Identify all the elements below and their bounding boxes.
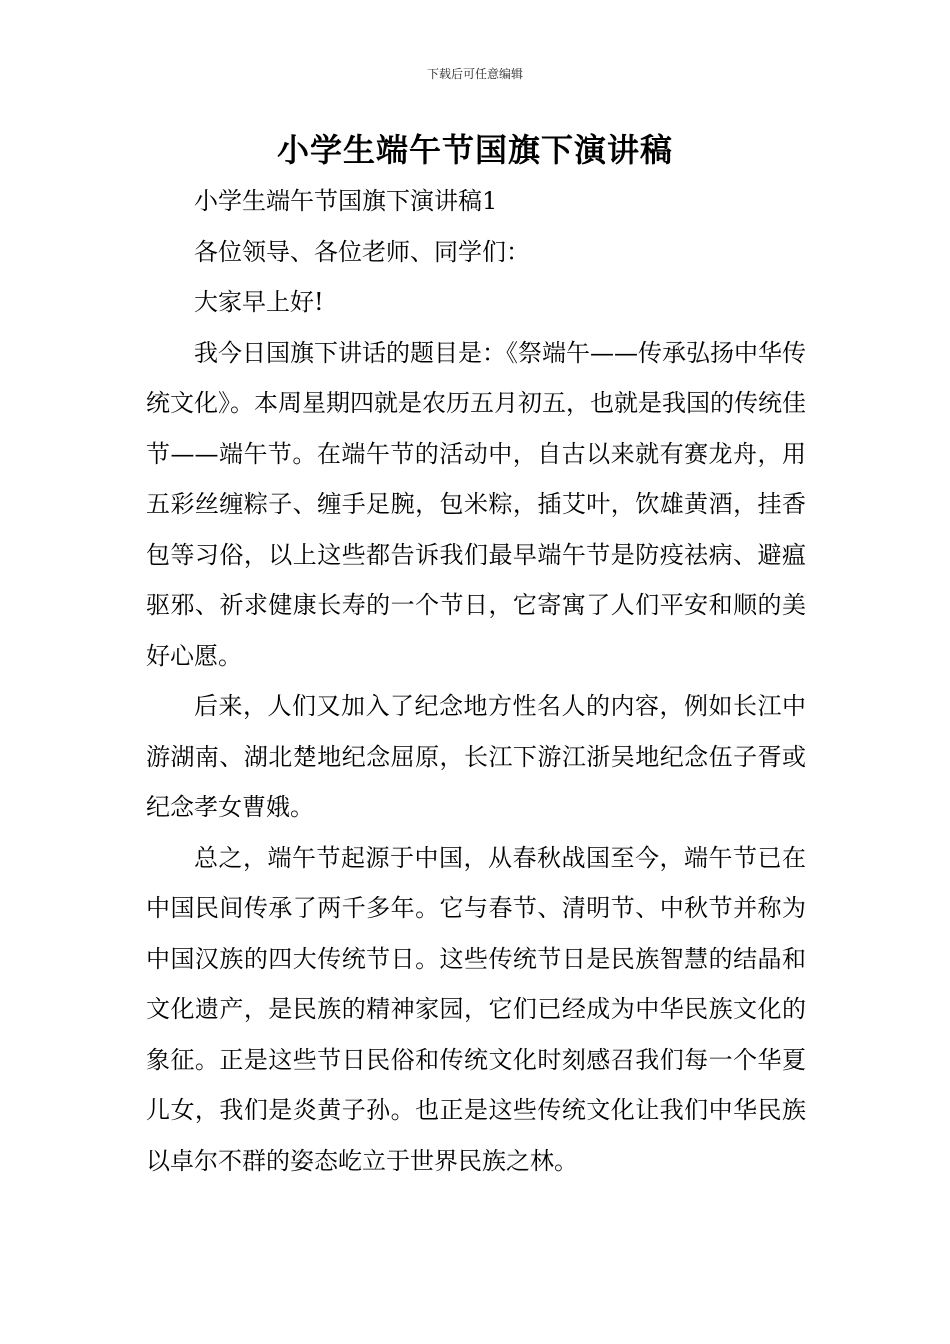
- greeting-paragraph: 大家早上好!: [194, 288, 324, 316]
- subtitle-paragraph: 小学生端午节国旗下演讲稿1: [194, 187, 498, 215]
- salutation-paragraph: 各位领导、各位老师、同学们：: [194, 237, 530, 266]
- body-paragraph: 后来，人们又加入了纪念地方性名人的内容，例如长江中游湖南、湖北楚地纪念屈原，长江下游江浙吴地纪念伍子胥或纪念孝女曹娥。: [146, 692, 806, 821]
- document-body: [146, 176, 806, 1186]
- body-paragraph: 我今日国旗下讲话的题目是：《祭端午——传承弘扬中华传统文化》。本周星期四就是农历五月初五，也就是我国的传统佳节——端午节。在端午节的活动中，自古以来就有赛龙舟，用五彩丝缠粽子、缠手足腕，包米粽，插艾叶，饮雄黄酒，挂香包等习俗，以上这些都告诉我们最早端午节是防疫祛病、避瘟驱邪、祈求健康长寿的一个节日，它寄寓了人们平安和顺的美好心愿。: [146, 338, 806, 670]
- body-paragraph: 总之，端午节起源于中国，从春秋战国至今，端午节已在中国民间传承了两千多年。它与春节、清明节、中秋节并称为中国汉族的四大传统节日。这些传统节日是民族智慧的结晶和文化遗产，是民族的精神家园，它们已经成为中华民族文化的象征。正是这些节日民俗和传统文化时刻感召我们每一个华夏儿女，我们是炎黄子孙。也正是这些传统文化让我们中华民族以卓尔不群的姿态屹立于世界民族之林。: [146, 843, 806, 1175]
- header-note: 下载后可任意编辑: [426, 67, 523, 81]
- document-title: 小学生端午节国旗下演讲稿: [276, 131, 673, 169]
